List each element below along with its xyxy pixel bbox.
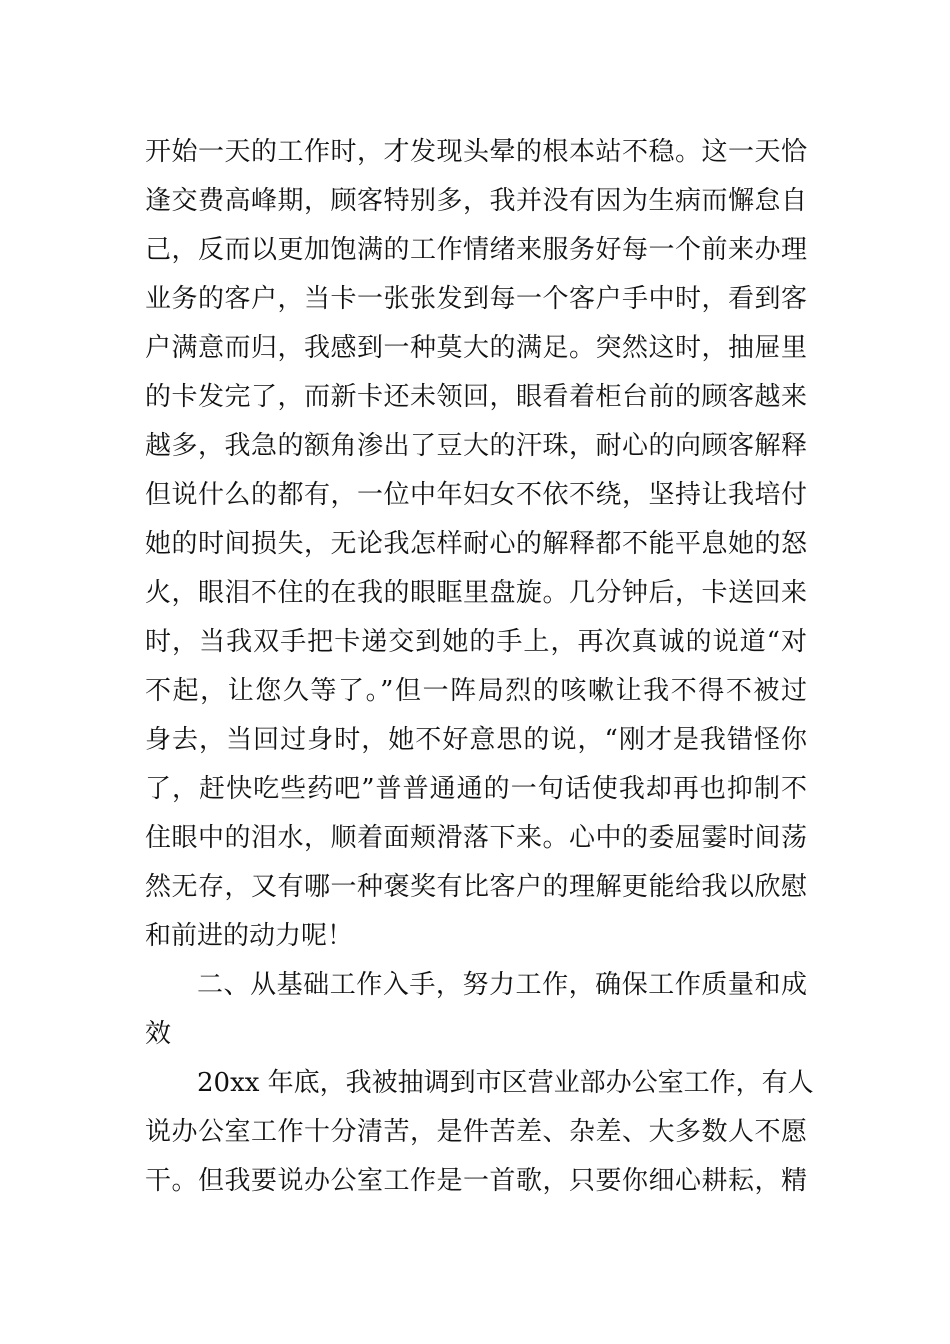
text-line: 身去，当回过身时，她不好意思的说，“刚才是我错怪你 xyxy=(145,725,807,755)
text-line: 她的时间损失，无论我怎样耐心的解释都不能平息她的怒 xyxy=(145,529,807,559)
section-heading: 二、从基础工作入手，努力工作，确保工作质量和成 xyxy=(197,970,807,1000)
text-line: 的卡发完了，而新卡还未领回，眼看着柜台前的顾客越来 xyxy=(145,382,807,412)
text-line: 业务的客户，当卡一张张发到每一个客户手中时，看到客 xyxy=(145,284,807,314)
text-line: 干。但我要说办公室工作是一首歌，只要你细心耕耘，精 xyxy=(145,1166,807,1196)
text-line: 然无存，又有哪一种褒奖有比客户的理解更能给我以欣慰 xyxy=(145,872,807,902)
text-line: 开始一天的工作时，才发现头晕的根本站不稳。这一天恰 xyxy=(145,137,807,167)
text-line: 火，眼泪不住的在我的眼眶里盘旋。几分钟后，卡送回来 xyxy=(145,578,807,608)
paragraph-first-line: 20xx 年底，我被抽调到市区营业部办公室工作，有人 xyxy=(197,1068,814,1098)
text-line: 说办公室工作十分清苦，是件苦差、杂差、大多数人不愿 xyxy=(145,1117,807,1147)
section-heading-continued: 效 xyxy=(145,1019,172,1049)
text-line: 和前进的动力呢！ xyxy=(145,921,354,951)
text-line: 住眼中的泪水，顺着面颊滑落下来。心中的委屈霎时间荡 xyxy=(145,823,807,853)
text-line: 逢交费高峰期，顾客特别多，我并没有因为生病而懈怠自 xyxy=(145,186,807,216)
text-line: 户满意而归，我感到一种莫大的满足。突然这时，抽屉里 xyxy=(145,333,807,363)
text-line: 己，反而以更加饱满的工作情绪来服务好每一个前来办理 xyxy=(145,235,807,265)
text-line: 时，当我双手把卡递交到她的手上，再次真诚的说道“对 xyxy=(145,627,807,657)
text-line: 但说什么的都有，一位中年妇女不依不绕，坚持让我培付 xyxy=(145,480,807,510)
text-line: 了，赶快吃些药吧”普普通通的一句话使我却再也抑制不 xyxy=(145,774,807,804)
text-line: 越多，我急的额角渗出了豆大的汗珠，耐心的向顾客解释 xyxy=(145,431,807,461)
text-line: 不起，让您久等了。”但一阵局烈的咳嗽让我不得不被过 xyxy=(145,676,807,706)
